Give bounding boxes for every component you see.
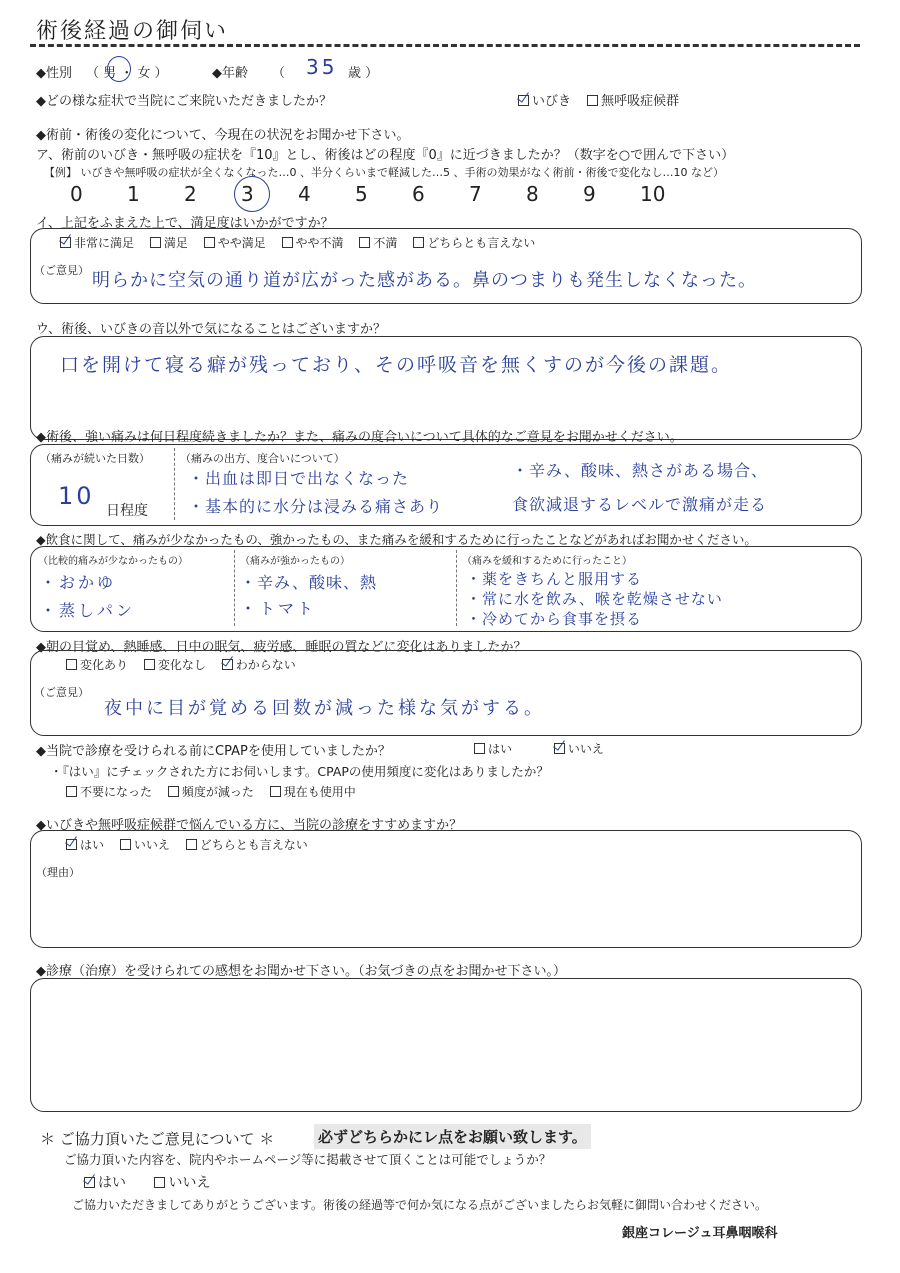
- checkbox-icon: [66, 659, 77, 670]
- satisfaction-options: [60, 234, 547, 251]
- sex-selected-circle: [107, 56, 131, 82]
- sleep-option-unchanged[interactable]: [144, 656, 206, 673]
- recommend-option-label: どちらとも言えない: [199, 838, 308, 852]
- checkbox-icon: [359, 237, 370, 248]
- impression-box[interactable]: [30, 978, 862, 1112]
- scale-2[interactable]: 2: [184, 182, 197, 206]
- sleep-option-label: わからない: [235, 658, 296, 672]
- q8-text: ◆診療（治療）を受けられての感想をお聞かせ下さい。（お気づきの点をお聞かせ下さい。）: [36, 964, 566, 979]
- age-label: ◆年齢: [212, 66, 248, 81]
- page-title: 術後経過の御伺い: [36, 19, 229, 44]
- cpap-freq-still-using[interactable]: [270, 783, 356, 800]
- publish-yes-label: はい: [98, 1175, 126, 1191]
- sat-option-label: 満足: [163, 236, 188, 250]
- q1-options: [518, 90, 691, 109]
- food-divider-2: [456, 550, 457, 626]
- sat-option-satisfied[interactable]: [150, 234, 188, 251]
- pain-detail-1: ・出血は即日で出なくなった: [188, 469, 410, 488]
- sat-option-very-satisfied[interactable]: [60, 234, 134, 251]
- q3-text: ◆術後、強い痛みは何日程度続きましたか？また、痛みの度合いについて具体的なご意見をお聞かせください。: [36, 430, 683, 445]
- scale-5[interactable]: 5: [355, 182, 368, 206]
- food-col1-label: （比較的痛みが少なかったもの）: [38, 556, 188, 567]
- scale-selected-circle: [234, 176, 270, 212]
- q6-text: ◆当院で診療を受けられる前にCPAPを使用していましたか？: [36, 744, 391, 759]
- cpap-no[interactable]: [554, 740, 604, 757]
- age-unit: 歳 ）: [348, 66, 379, 81]
- sleep-option-label: 変化なし: [157, 658, 206, 672]
- checkbox-checked-icon: [554, 743, 565, 754]
- sat-option-label: 不満: [373, 236, 398, 250]
- scale-6[interactable]: 6: [412, 182, 425, 206]
- q1-option-apnea[interactable]: [587, 90, 679, 109]
- satisfaction-opinion: 明らかに空気の通り道が広がった感がある。鼻のつまりも発生しなくなった。: [92, 270, 757, 291]
- q6-sub: ・『はい』にチェックされた方にお伺いします。CPAPの使用頻度に変化はありましたか？: [50, 764, 549, 779]
- sleep-opinion: 夜中に目が覚める回数が減った様な気がする。: [104, 698, 545, 719]
- pain-divider: [174, 448, 175, 520]
- food-col3-item-3: ・冷めてから食事を摂る: [466, 610, 643, 628]
- cpap-no-label: いいえ: [567, 742, 604, 756]
- recommend-option-label: はい: [80, 838, 105, 852]
- sat-option-label: やや満足: [217, 236, 266, 250]
- q1-option-apnea-label: 無呼吸症候群: [601, 94, 680, 109]
- sat-option-neutral[interactable]: [413, 234, 535, 251]
- publish-no-label: いいえ: [168, 1175, 211, 1191]
- checkbox-checked-icon: [84, 1177, 95, 1188]
- checkbox-icon: [154, 1177, 165, 1188]
- q5-text: ◆朝の目覚め、熱睡感、日中の眠気、疲労感、睡眠の質などに変化はありましたか？: [36, 640, 527, 655]
- checkbox-icon: [204, 237, 215, 248]
- food-col1-item-2: ・蒸しパン: [40, 601, 136, 620]
- checkbox-icon: [587, 95, 598, 106]
- scale-1[interactable]: 1: [127, 182, 140, 206]
- concern-answer: 口を開けて寝る癖が残っており、その呼吸音を無くすのが今後の課題。: [60, 354, 733, 376]
- food-col3-item-2: ・常に水を飲み、喉を乾燥させない: [466, 590, 723, 608]
- recommend-option-label: いいえ: [133, 838, 170, 852]
- scale-7[interactable]: 7: [469, 182, 482, 206]
- cpap-yes[interactable]: [474, 740, 512, 757]
- q2-c-text: ウ、術後、いびきの音以外で気になることはございますか？: [36, 322, 386, 337]
- q2-a-text: ア、術前のいびき・無呼吸の症状を『10』とし、術後はどの程度『0』に近づきましたか？（数字を○で囲んで下さい）: [36, 148, 735, 163]
- footer-thanks: ご協力いただきましてありがとうございます。術後の経過等で何か気になる点がございましたらお気軽に御問い合わせください。: [72, 1198, 768, 1212]
- checkbox-icon: [168, 786, 179, 797]
- pain-days-value: 10: [58, 482, 95, 510]
- q1-option-snoring-label: いびき: [532, 94, 572, 109]
- checkbox-checked-icon: [222, 659, 233, 670]
- q7-text: ◆いびきや無呼吸症候群で悩んでいる方に、当院の診療をすすめますか？: [36, 818, 463, 833]
- sat-option-dissatisfied[interactable]: [359, 234, 397, 251]
- sleep-option-changed[interactable]: [66, 656, 128, 673]
- checkbox-icon: [270, 786, 281, 797]
- sat-option-label: どちらとも言えない: [427, 236, 536, 250]
- footer-line2: ご協力頂いた内容を、院内やホームページ等に掲載させて頂くことは可能でしょうか？: [64, 1152, 552, 1167]
- q4-text: ◆飲食に関して、痛みが少なかったもの、強かったもの、また痛みを緩和するために行ったことなどがあればお聞かせください。: [36, 532, 757, 547]
- title-underline: [30, 44, 860, 47]
- food-col2-label: （痛みが強かったもの）: [240, 556, 350, 567]
- checkbox-icon: [150, 237, 161, 248]
- food-col3-item-1: ・薬をきちんと服用する: [466, 570, 643, 588]
- checkbox-checked-icon: [60, 237, 71, 248]
- scale-0[interactable]: 0: [70, 182, 83, 206]
- publish-yes[interactable]: [84, 1172, 126, 1192]
- sat-option-somewhat-satisfied[interactable]: [204, 234, 266, 251]
- age-value: 35: [306, 55, 338, 79]
- sat-option-label: 非常に満足: [74, 236, 135, 250]
- publish-no[interactable]: [154, 1172, 210, 1192]
- pain-days-label: （痛みが続いた日数）: [40, 452, 150, 465]
- food-divider-1: [234, 550, 235, 626]
- cpap-freq-reduced[interactable]: [168, 783, 254, 800]
- checkbox-icon: [144, 659, 155, 670]
- scale-3[interactable]: 3: [241, 182, 254, 206]
- reason-label: （理由）: [36, 866, 80, 879]
- sex-label: ◆性別: [36, 66, 72, 81]
- q2-b-text: イ、上記をふまえた上で、満足度はいかがですか？: [36, 216, 334, 231]
- cpap-freq-label: 不要になった: [80, 785, 153, 799]
- sleep-option-unknown[interactable]: [222, 656, 296, 673]
- q1-option-snoring[interactable]: [518, 90, 571, 109]
- scale-8[interactable]: 8: [526, 182, 539, 206]
- sleep-options: [66, 656, 308, 673]
- q2-scale: [70, 182, 710, 206]
- q1-text: ◆どの様な症状で当院にご来院いただきましたか？: [36, 94, 332, 109]
- cpap-freq-label: 現在も使用中: [283, 785, 356, 799]
- publish-options: [84, 1172, 222, 1192]
- checkbox-icon: [474, 743, 485, 754]
- cpap-yes-label: はい: [488, 742, 513, 756]
- opinion-label: （ご意見）: [34, 264, 89, 277]
- clinic-name: 銀座コレージュ耳鼻咽喉科: [622, 1226, 778, 1241]
- age-open: （: [272, 66, 286, 81]
- q2-text: ◆術前・術後の変化について、今現在の状況をお聞かせ下さい。: [36, 128, 410, 143]
- pain-detail-3: ・辛み、酸味、熱さがある場合、: [512, 461, 768, 480]
- checkbox-icon: [413, 237, 424, 248]
- q6-options: [474, 740, 616, 757]
- scale-4[interactable]: 4: [298, 182, 311, 206]
- q2-example: 【例】 いびきや無呼吸の症状が全くなくなった…0 、半分くらいまで軽減した…5 、手術の効果がなく術前・術後で変化なし…10 など）: [44, 166, 724, 179]
- food-col2-item-1: ・辛み、酸味、熱: [240, 573, 377, 592]
- sleep-opinion-label: （ご意見）: [34, 686, 89, 699]
- pain-detail-4: 食欲減退するレベルで激痛が走る: [512, 495, 768, 514]
- sleep-option-label: 変化あり: [80, 658, 129, 672]
- food-col3-label: （痛みを緩和するために行ったこと）: [462, 556, 632, 567]
- food-col1-item-1: ・おかゆ: [40, 573, 117, 592]
- cpap-freq-not-needed[interactable]: [66, 783, 152, 800]
- checkbox-icon: [66, 786, 77, 797]
- sex-options: （ 男 ・ 女 ）: [86, 66, 168, 81]
- reason-box[interactable]: [30, 830, 862, 948]
- cpap-frequency-options: [66, 783, 368, 800]
- food-col2-item-2: ・トマト: [240, 599, 317, 618]
- pain-detail-2: ・基本的に水分は浸みる痛さあり: [188, 497, 444, 516]
- pain-detail-label: （痛みの出方、度合いについて）: [180, 452, 345, 465]
- pain-days-unit: 日程度: [106, 503, 148, 519]
- footer-emphasis: 必ずどちらかにレ点をお願い致します。: [314, 1124, 591, 1149]
- checkbox-icon: [282, 237, 293, 248]
- scale-9[interactable]: 9: [583, 182, 596, 206]
- sat-option-somewhat-dissatisfied[interactable]: [282, 234, 344, 251]
- sat-option-label: やや不満: [295, 236, 344, 250]
- cpap-freq-label: 頻度が減った: [181, 785, 254, 799]
- checkbox-checked-icon: [518, 95, 529, 106]
- footer-line1: ＊ ご協力頂いたご意見について ＊: [40, 1130, 275, 1148]
- scale-10[interactable]: 10: [640, 182, 666, 206]
